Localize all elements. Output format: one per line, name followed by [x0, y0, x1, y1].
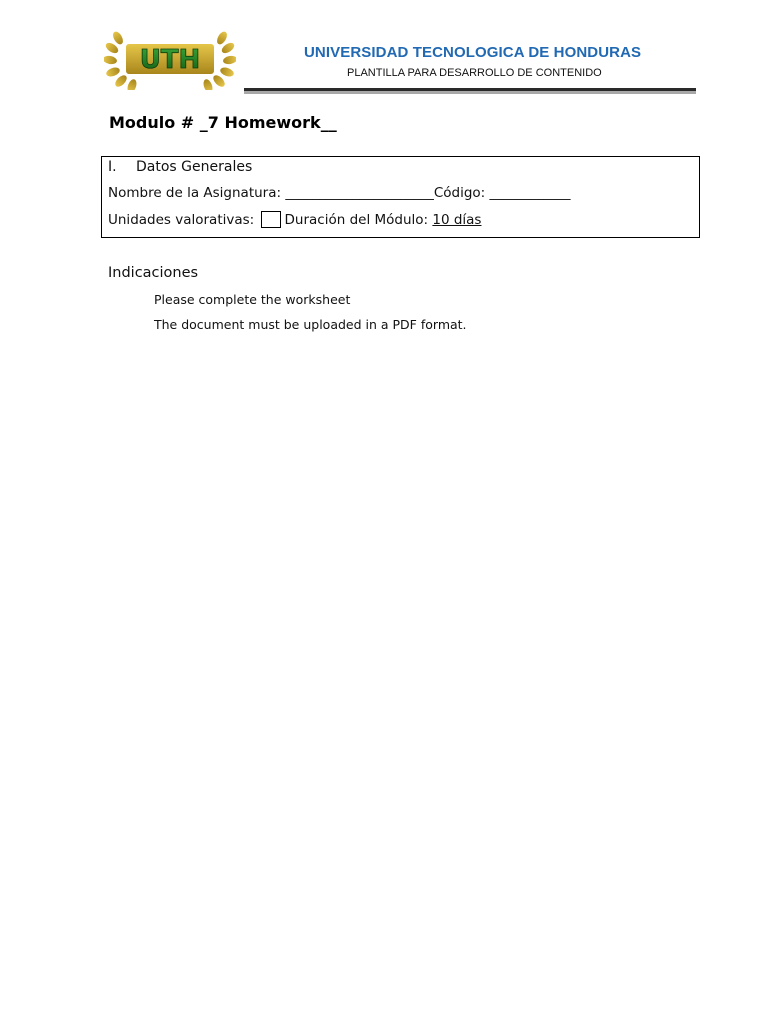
indicaciones-item: Please complete the worksheet: [154, 292, 351, 307]
indicaciones-item: The document must be uploaded in a PDF format.: [154, 317, 467, 332]
asignatura-label: Nombre de la Asignatura:: [108, 185, 286, 201]
indicaciones-title: Indicaciones: [108, 265, 199, 281]
asignatura-field[interactable]: ______________________: [285, 185, 434, 201]
unidades-line: [108, 211, 481, 228]
module-title: Modulo # _7 Homework__: [109, 113, 337, 132]
asignatura-line: [108, 185, 571, 201]
codigo-label: Código:: [433, 185, 490, 201]
unidades-label: Unidades valorativas:: [108, 212, 259, 228]
uth-logo: [104, 28, 236, 90]
template-subtitle: PLANTILLA PARA DESARROLLO DE CONTENIDO: [347, 67, 602, 79]
logo-lettering: UTH: [139, 45, 201, 75]
section-number: I.: [108, 159, 117, 175]
duracion-label: Duración del Módulo:: [284, 212, 433, 228]
header-rule-shadow: [244, 91, 696, 94]
general-data-box: [101, 156, 700, 238]
codigo-field[interactable]: ____________: [489, 185, 571, 201]
section-title: Datos Generales: [136, 159, 253, 175]
section-heading: [108, 159, 252, 175]
duracion-value: 10 días: [432, 212, 482, 228]
unidades-checkbox[interactable]: [261, 211, 281, 228]
university-title: UNIVERSIDAD TECNOLOGICA DE HONDURAS: [304, 44, 642, 61]
